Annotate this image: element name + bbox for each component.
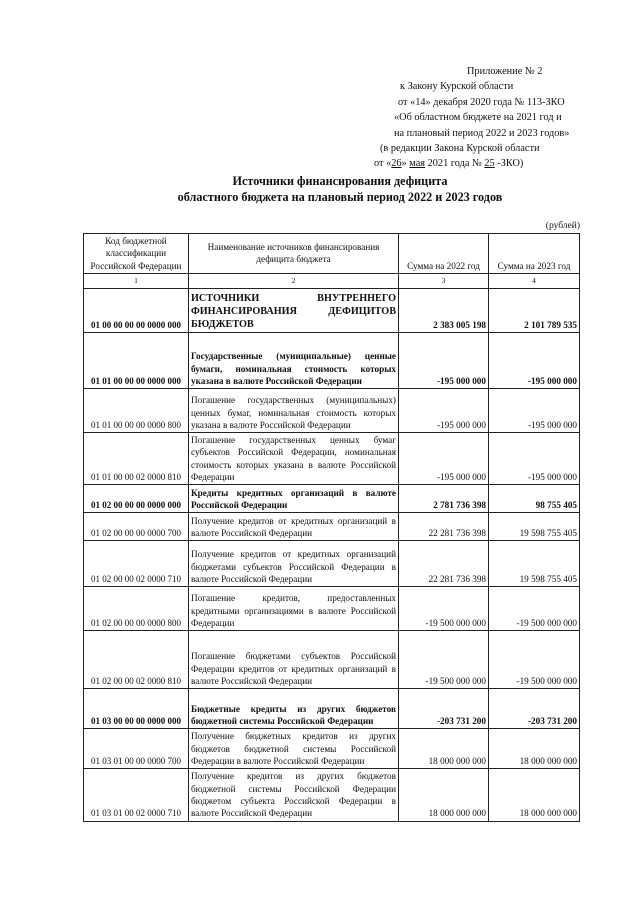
table-row (84, 485, 580, 513)
table-header-row (84, 234, 580, 274)
row-sum-2022: -19 500 000 000 (399, 631, 489, 689)
row-sum-2023: -195 000 000 (489, 389, 580, 433)
column-number: 3 (399, 273, 489, 288)
row-sum-2023: -203 731 200 (489, 689, 580, 729)
row-sum-2022: 18 000 000 000 (399, 769, 489, 821)
row-sum-2022: -195 000 000 (399, 389, 489, 433)
row-sum-2022: 2 383 005 198 (399, 289, 489, 333)
document-title (60, 173, 620, 205)
row-sum-2023: 19 598 755 405 (489, 541, 580, 587)
row-code: 01 01 00 00 02 0000 810 (84, 433, 189, 485)
row-sum-2023: -19 500 000 000 (489, 631, 580, 689)
appendix-revision-date: от «26» мая 2021 года № 25 -ЗКО) (374, 158, 524, 170)
row-name: Погашение государственных ценных бумаг субъектов Российской Федерации, номинальная стоимость которых указана в валюте Российской Федерации (189, 433, 399, 485)
appendix-law-title: «Об областном бюджете на 2021 год и (394, 112, 562, 124)
row-name: Погашение государственных (муниципальных) ценных бумаг, номинальная стоимость которых указана в валюте Российской Федерации (189, 389, 399, 433)
row-sum-2023: 18 000 000 000 (489, 769, 580, 821)
row-name: Кредиты кредитных организаций в валюте Российской Федерации (189, 485, 399, 513)
table-row (84, 389, 580, 433)
row-code: 01 02 00 00 00 0000 700 (84, 513, 189, 541)
row-sum-2023: 2 101 789 535 (489, 289, 580, 333)
row-name: Погашение бюджетами субъектов Российской Федерации кредитов от кредитных организаций в валюте Российской Федерации (189, 631, 399, 689)
row-code: 01 02 00 00 00 0000 800 (84, 587, 189, 631)
appendix-law: к Закону Курской области (400, 81, 514, 93)
table-row (84, 769, 580, 821)
row-sum-2022: -19 500 000 000 (399, 587, 489, 631)
row-name: Получение кредитов из других бюджетов бюджетной системы Российской Федерации бюджетом субъекта Российской Федерации в валюте Российской Федерации (189, 769, 399, 821)
table-row (84, 689, 580, 729)
row-code: 01 02 00 00 02 0000 810 (84, 631, 189, 689)
row-name: Государственные (муниципальные) ценные бумаги, номинальная стоимость которых указана в валюте Российской Федерации (189, 333, 399, 389)
row-sum-2023: -19 500 000 000 (489, 587, 580, 631)
row-code: 01 03 01 00 02 0000 710 (84, 769, 189, 821)
row-name: ИСТОЧНИКИ ВНУТРЕННЕГО ФИНАНСИРОВАНИЯ ДЕФИЦИТОВ БЮДЖЕТОВ (189, 289, 399, 333)
row-sum-2022: 18 000 000 000 (399, 729, 489, 769)
row-code: 01 03 00 00 00 0000 000 (84, 689, 189, 729)
row-code: 01 01 00 00 00 0000 000 (84, 333, 189, 389)
row-sum-2023: -195 000 000 (489, 333, 580, 389)
header-sum-2022: Сумма на 2022 год (399, 234, 489, 274)
row-code: 01 01 00 00 00 0000 800 (84, 389, 189, 433)
column-number: 4 (489, 273, 580, 288)
financing-sources-table (83, 233, 580, 822)
appendix-law-date: от «14» декабря 2020 года № 113-ЗКО (398, 96, 565, 108)
row-sum-2023: 98 755 405 (489, 485, 580, 513)
appendix-number: Приложение № 2 (467, 66, 543, 77)
row-sum-2023: -195 000 000 (489, 433, 580, 485)
table-row (84, 289, 580, 333)
document-title-line2: областного бюджета на плановый период 2022 и 2023 годов (177, 190, 503, 204)
column-number-row (84, 273, 580, 288)
column-number: 1 (84, 273, 189, 288)
row-name: Получение кредитов от кредитных организаций бюджетами субъектов Российской Федерации в валюте Российской Федерации (189, 541, 399, 587)
row-name: Получение кредитов от кредитных организаций в валюте Российской Федерации (189, 513, 399, 541)
row-sum-2022: -195 000 000 (399, 433, 489, 485)
row-name: Бюджетные кредиты из других бюджетов бюджетной системы Российской Федерации (189, 689, 399, 729)
appendix-revision: (в редакции Закона Курской области (380, 143, 540, 155)
row-code: 01 02 00 00 00 0000 000 (84, 485, 189, 513)
table-row (84, 433, 580, 485)
row-sum-2023: 19 598 755 405 (489, 513, 580, 541)
header-name: Наименование источников финансирования дефицита бюджета (189, 234, 399, 274)
row-code: 01 03 01 00 00 0000 700 (84, 729, 189, 769)
row-sum-2022: 22 281 736 398 (399, 541, 489, 587)
table-row (84, 333, 580, 389)
row-code: 01 00 00 00 00 0000 000 (84, 289, 189, 333)
table-row (84, 631, 580, 689)
row-name: Получение бюджетных кредитов из других бюджетов бюджетной системы Российской Федерации в валюте Российской Федерации (189, 729, 399, 769)
row-sum-2022: -195 000 000 (399, 333, 489, 389)
row-sum-2022: 22 281 736 398 (399, 513, 489, 541)
units-label: (рублей) (545, 221, 580, 231)
table-row (84, 513, 580, 541)
column-number: 2 (189, 273, 399, 288)
appendix-law-title-cont: на плановый период 2022 и 2023 годов» (394, 127, 570, 139)
row-code: 01 02 00 00 02 0000 710 (84, 541, 189, 587)
header-code: Код бюджетной классификации Российской Федерации (84, 234, 189, 274)
document-title-line1: Источники финансирования дефицита (232, 174, 448, 188)
row-sum-2022: 2 781 736 398 (399, 485, 489, 513)
table-row (84, 729, 580, 769)
row-sum-2023: 18 000 000 000 (489, 729, 580, 769)
row-sum-2022: -203 731 200 (399, 689, 489, 729)
table-row (84, 541, 580, 587)
appendix-block (360, 64, 590, 172)
table-row (84, 587, 580, 631)
header-sum-2023: Сумма на 2023 год (489, 234, 580, 274)
row-name: Погашение кредитов, предоставленных кредитными организациями в валюте Российской Федерации (189, 587, 399, 631)
